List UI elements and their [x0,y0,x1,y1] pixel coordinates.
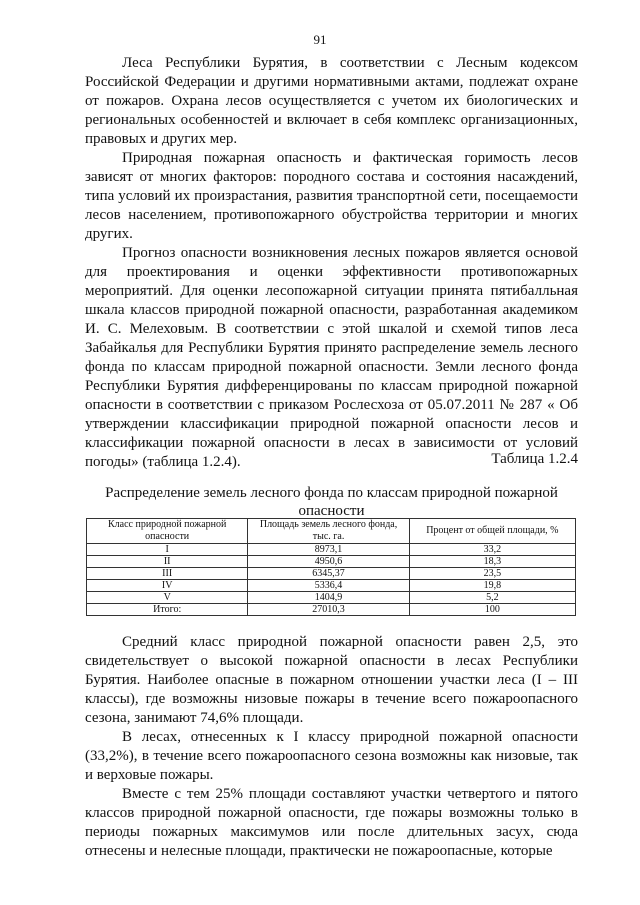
cell-total-area: 27010,3 [248,604,409,616]
cell-area: 8973,1 [248,544,409,556]
cell-class: IV [87,580,248,592]
cell-class: I [87,544,248,556]
paragraph-class-four-five: Вместе с тем 25% площади составляют участки четвертого и пятого классов природной пожарной опасности, где пожары возможны только в периоды пожарных максимумов или после длительных засух, сюда отнесены и нелесные площади, практически не пожароопасные, которые [85,786,578,859]
paragraph-fire-factors: Природная пожарная опасность и фактическая горимость лесов зависят от многих факторов: породного состава и состояния насаждений, типа условий их произрастания, развития транспортной сети, посещаемости лесов населением, противопожарного обустройства территории и многих других. [85,150,578,242]
page-number: 91 [313,32,327,47]
paragraph-average-class: Средний класс природной пожарной опасности равен 2,5, это свидетельствует о высокой пожарной опасности в лесах Республики Бурятия. Наиболее опасные в пожарном отношении участки леса (I – III классы), где возможны низовые пожары в течение всего пожароопасного сезона, занимают 74,6% площади. [85,634,578,726]
fire-danger-table [86,518,576,616]
cell-percent: 5,2 [409,592,575,604]
table-title: Распределение земель лесного фонда по классам природной пожарной опасности [105,485,558,519]
cell-percent: 33,2 [409,544,575,556]
cell-percent: 19,8 [409,580,575,592]
cell-area: 1404,9 [248,592,409,604]
cell-area: 4950,6 [248,556,409,568]
paragraph-fire-forecast: Прогноз опасности возникновения лесных пожаров является основой для проектирования и оценки эффективности противопожарных мероприятий. Для оценки лесопожарной ситуации принята пятибалльная шкала классов природной пожарной опасности, разработанная академиком И. С. Мелеховым. В соответствии с этой шкалой и схемой типов леса Забайкалья для Республики Бурятия принято распределение земель лесного фонда по классам природной пожарной опасности. Земли лесного фонда Республики Бурятия дифференцированы по классам природной пожарной опасности в соответствии с приказом Рослесхоза от 05.07.2011 № 287 « Об утверждении классификации природной пожарной опасности лесов и классификации пожарной опасности в лесах в зависимости от условий погоды» (таблица 1.2.4). [85,245,578,470]
cell-class: V [87,592,248,604]
cell-class: II [87,556,248,568]
cell-total-percent: 100 [409,604,575,616]
cell-total-label: Итого: [87,604,248,616]
table-total-row [87,604,576,616]
table-row [87,592,576,604]
cell-percent: 18,3 [409,556,575,568]
header-class: Класс природной пожарной опасности [87,519,248,544]
cell-area: 5336,4 [248,580,409,592]
table-row [87,556,576,568]
table-row [87,544,576,556]
cell-area: 6345,37 [248,568,409,580]
table-label: Таблица 1.2.4 [491,451,578,467]
table-row [87,580,576,592]
header-percent: Процент от общей площади, % [409,519,575,544]
paragraph-class-one: В лесах, отнесенных к I классу природной пожарной опасности (33,2%), в течение всего пожароопасного сезона возможны как низовые, так и верховые пожары. [85,729,578,783]
header-area: Площадь земель лесного фонда, тыс. га. [248,519,409,544]
paragraph-forest-protection: Леса Республики Бурятия, в соответствии с Лесным кодексом Российской Федерации и другими нормативными актами, подлежат охране от пожаров. Охрана лесов осуществляется с учетом их биологических и региональных особенностей и включает в себя комплекс организационных, правовых и других мер. [85,55,578,147]
table-header-row [87,519,576,544]
cell-class: III [87,568,248,580]
cell-percent: 23,5 [409,568,575,580]
table-row [87,568,576,580]
